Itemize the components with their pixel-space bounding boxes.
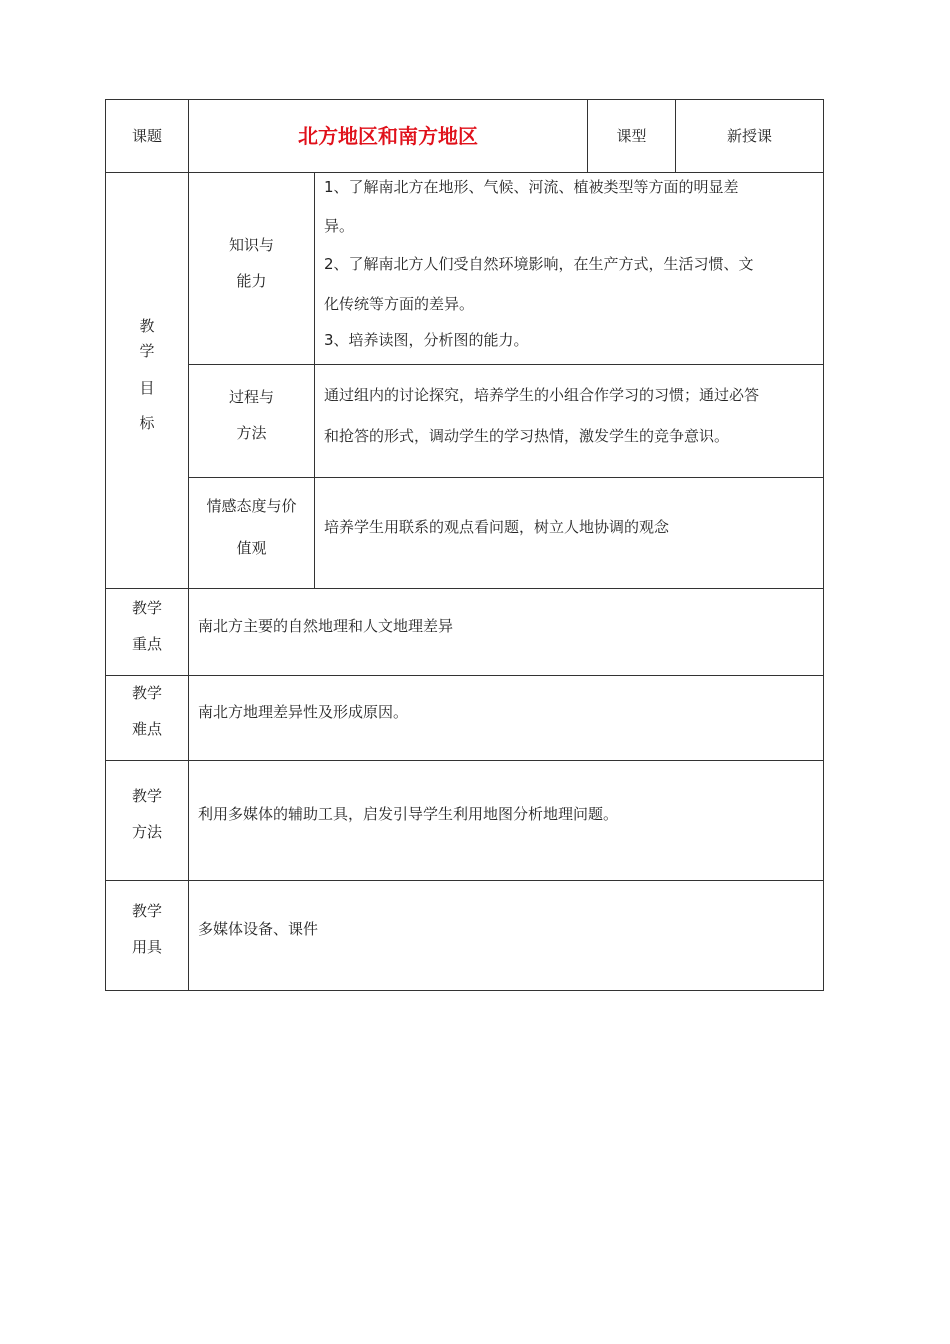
type-label: 课型	[616, 127, 647, 145]
topic-label: 课题	[131, 127, 162, 145]
attitude-content: 培养学生用联系的观点看问题，树立人地协调的观念	[324, 518, 670, 536]
topic-title: 北方地区和南方地区	[298, 124, 478, 148]
methods-content: 利用多媒体的辅助工具，启发引导学生利用地图分析地理问题。	[198, 805, 619, 823]
key-points-content: 南北方主要的自然地理和人文地理差异	[198, 617, 454, 635]
difficulties-content: 南北方地理差异性及形成原因。	[198, 703, 409, 721]
lesson-plan-page: 课题 北方地区和南方地区 课型 新授课 教 学 目 标 知识与 能力 1、了解南北方在地形、气候、河流、植被类型等方面的明显差 异。 2、了解南北方人们受自然环境影响，在生产方式，生活习惯、文 化传统等方面的差异。 3、培养读图，分析图的能力。 过程与 方法 通过组内的讨论探究，培养学生的小组合作学习的习惯；通过必答 和抢答的形式，调动学生的学习热情，激发学生的竞争意识。 情感态度与价 值观 培养学生用联系的观点看问题，树立人地协调的观念 教学 重点 南北方主要的自然地理和人文地理差异 教学 难点 南北方地理差异性及形成原因。 教学 方法 利用多媒体的辅助工具，启发引导学生利用地图分析地理问题。 教学 用具 多媒体设备、课件	[0, 0, 950, 1344]
type-value: 新授课	[726, 127, 772, 145]
tools-content: 多媒体设备、课件	[198, 920, 319, 938]
